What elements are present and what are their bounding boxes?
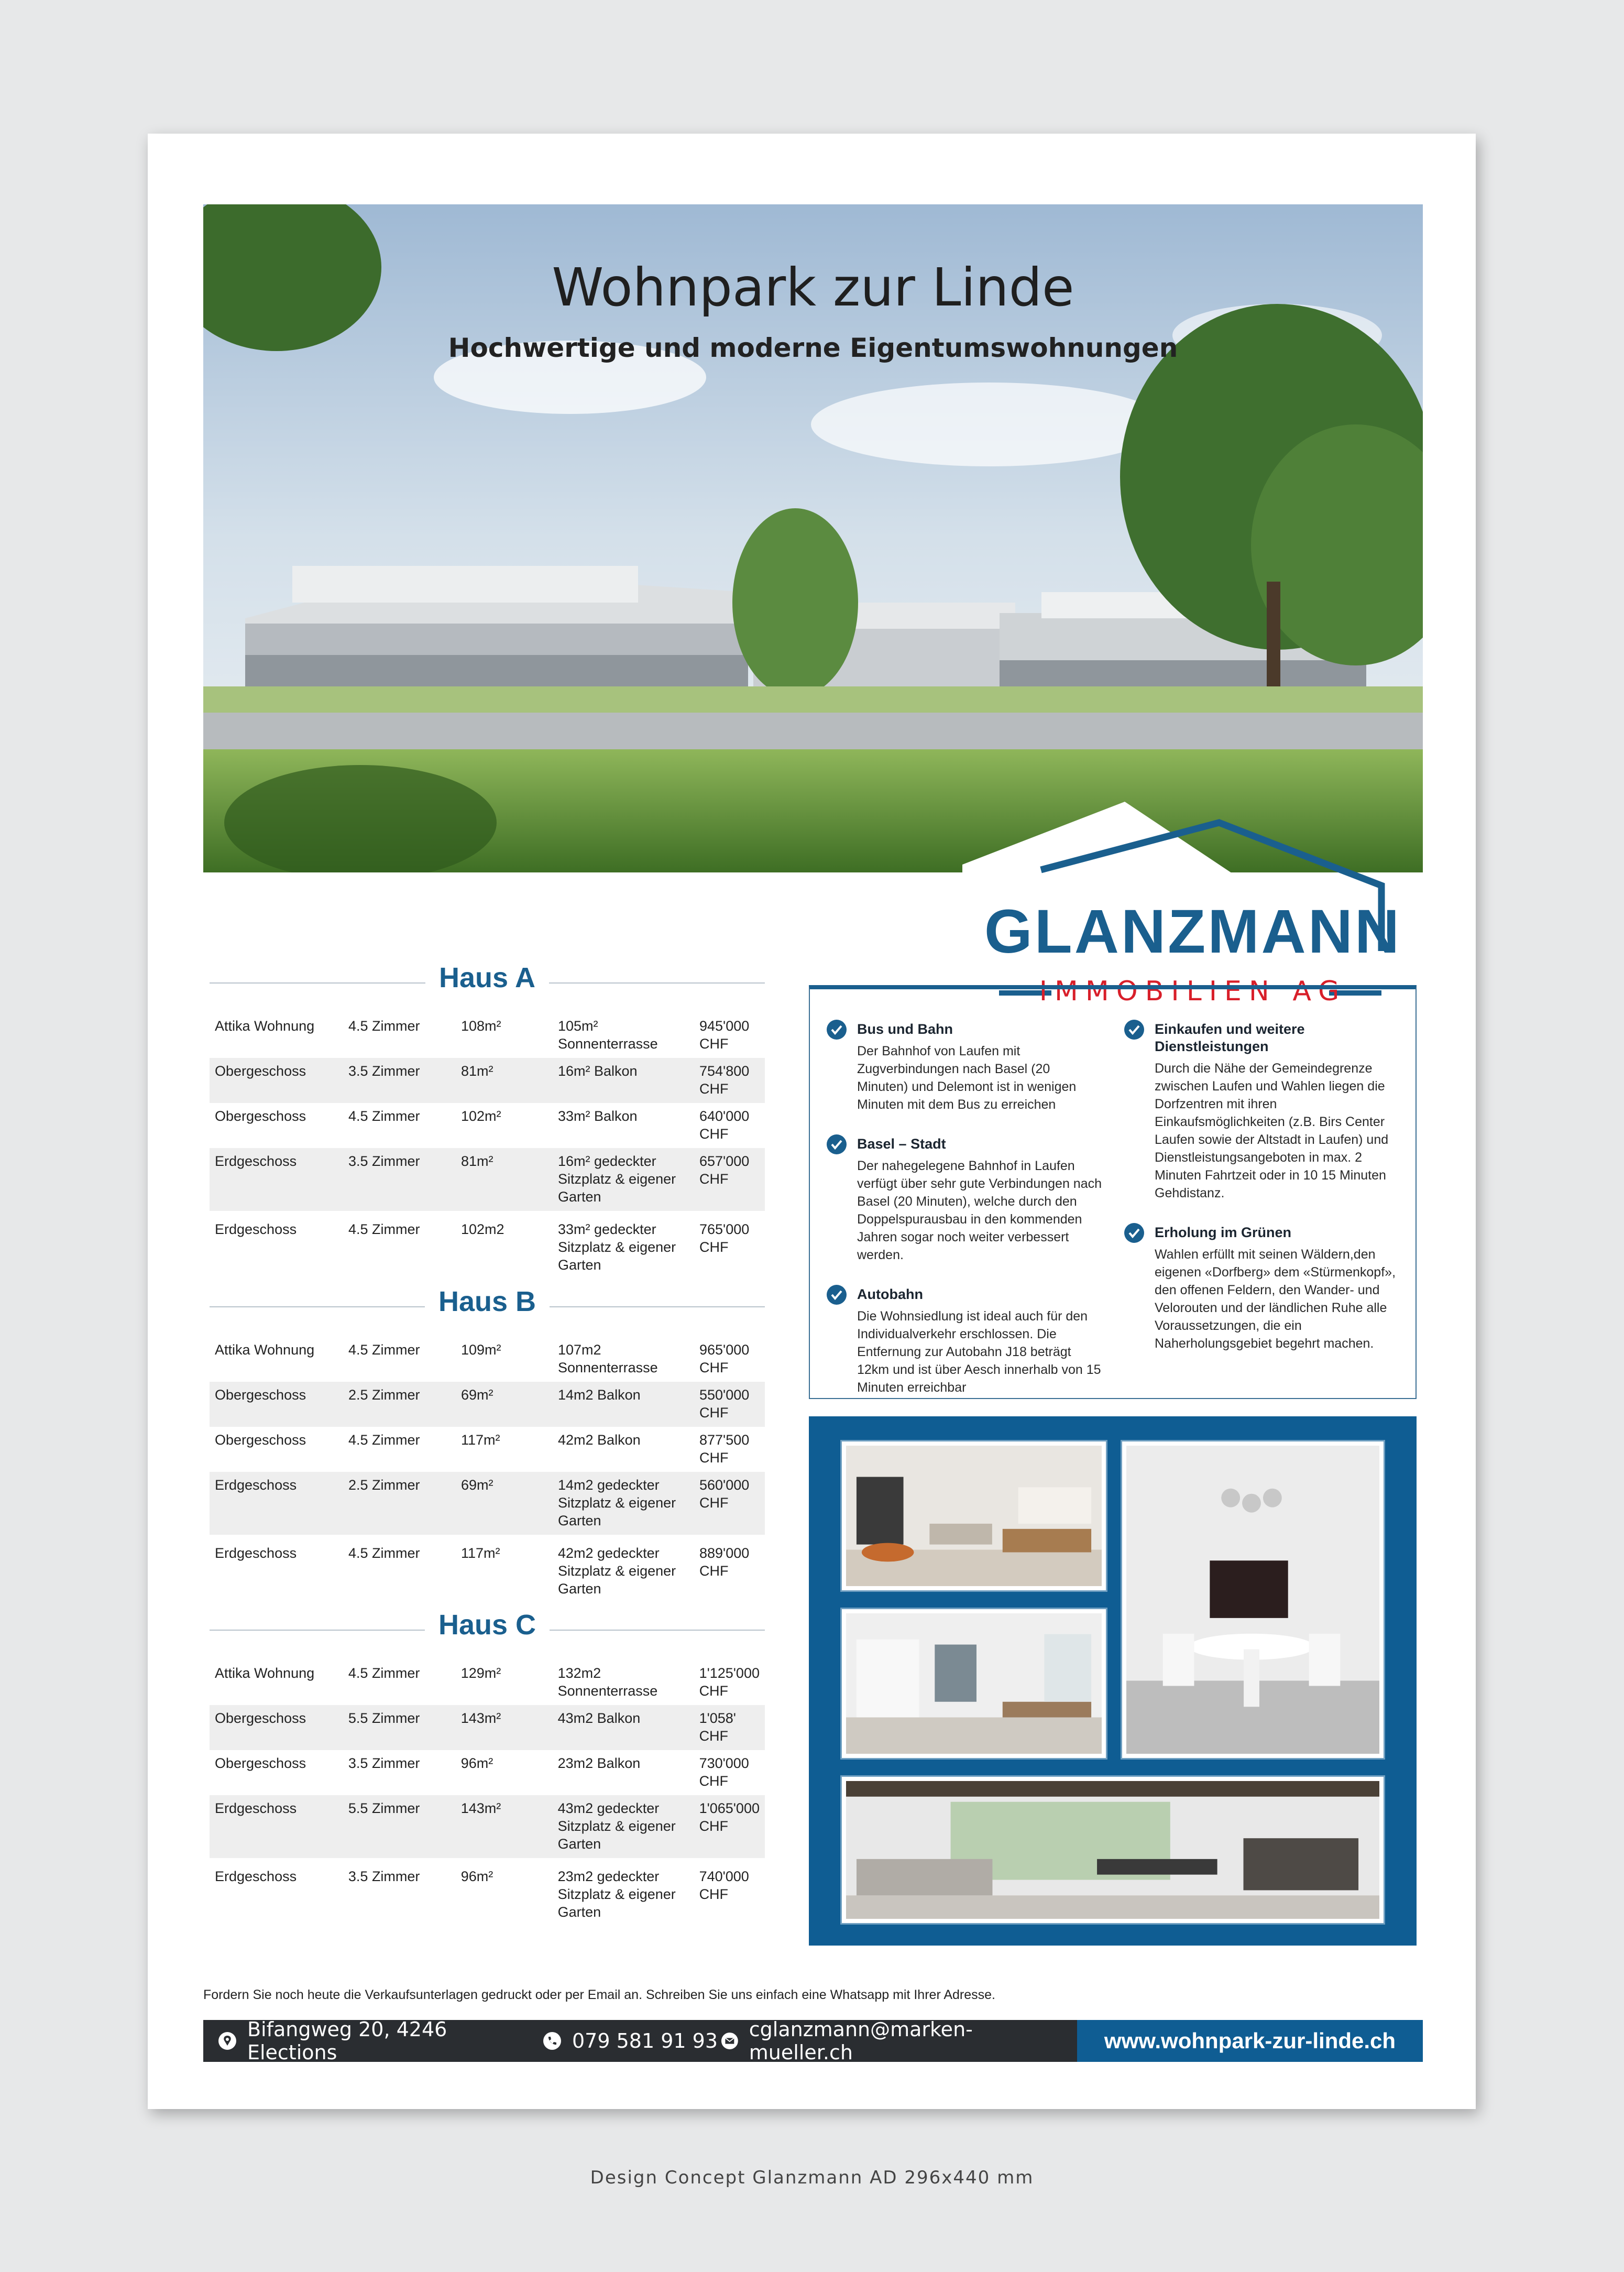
cell-rooms: 5.5 Zimmer bbox=[343, 1795, 456, 1858]
cell-rooms: 3.5 Zimmer bbox=[343, 1058, 456, 1103]
cell-extra: 23m2 Balkon bbox=[557, 1755, 641, 1771]
cell-area: 69m² bbox=[456, 1382, 553, 1427]
cell-extra: 105m² Sonnenterrasse bbox=[558, 1018, 658, 1052]
cell-extra: 43m2 Balkon bbox=[553, 1705, 694, 1750]
haus-title: Haus A bbox=[425, 962, 549, 994]
contact-phone[interactable] bbox=[543, 2020, 721, 2062]
mockup-caption: Design Concept Glanzmann AD 296x440 mm bbox=[590, 2167, 1034, 2188]
cell-price: 1'065'000 CHF bbox=[694, 1795, 765, 1858]
table-row bbox=[210, 1103, 765, 1148]
haus-b-heading bbox=[210, 1285, 765, 1327]
table-row bbox=[210, 1382, 765, 1427]
cell-extra: 14m2 gedeckter Sitzplatz & eigener Garten bbox=[553, 1472, 694, 1535]
cell-area: 143m² bbox=[456, 1705, 553, 1750]
location-pin-icon bbox=[218, 2031, 237, 2050]
contact-address bbox=[218, 2020, 543, 2062]
contact-email[interactable] bbox=[721, 2020, 1056, 2062]
phone-text: 079 581 91 93 bbox=[572, 2029, 718, 2052]
location-info-box bbox=[809, 985, 1417, 1399]
interior-photo-dining bbox=[1121, 1440, 1385, 1760]
cell-price: 765'000 CHF bbox=[699, 1221, 750, 1255]
info-item-bus-bahn bbox=[827, 1021, 1104, 1113]
mail-icon bbox=[721, 2031, 739, 2050]
cell-area: 69m² bbox=[456, 1472, 553, 1535]
cell-extra: 42m2 Balkon bbox=[558, 1432, 641, 1448]
table-row bbox=[210, 1058, 765, 1103]
cell-rooms: 4.5 Zimmer bbox=[348, 1545, 420, 1561]
cell-extra: 33m² gedeckter Sitzplatz & eigener Garten bbox=[558, 1221, 676, 1273]
cell-price: 560'000 CHF bbox=[694, 1472, 765, 1535]
cell-extra: 16m² gedeckter Sitzplatz & eigener Garten bbox=[553, 1148, 694, 1211]
cell-price: 877'500 CHF bbox=[699, 1432, 750, 1466]
cell-area: 96m² bbox=[460, 1869, 493, 1884]
cell-rooms: 2.5 Zimmer bbox=[343, 1382, 456, 1427]
hero-title: Wohnpark zur Linde bbox=[552, 257, 1074, 318]
info-title: Erholung im Grünen bbox=[1155, 1225, 1291, 1240]
cell-type: Obergeschoss bbox=[210, 1058, 343, 1103]
table-row bbox=[210, 1795, 765, 1858]
cell-extra: 132m2 Sonnenterrasse bbox=[557, 1665, 658, 1699]
interior-gallery bbox=[809, 1416, 1417, 1946]
table-row bbox=[210, 1705, 765, 1750]
cell-price: 1'125'000 CHF bbox=[699, 1665, 760, 1699]
hero-subtitle: Hochwertige und moderne Eigentumswohnungen bbox=[448, 333, 1178, 363]
cell-type: Obergeschoss bbox=[215, 1432, 306, 1448]
cell-area: 117m² bbox=[461, 1432, 500, 1448]
info-title: Basel – Stadt bbox=[857, 1136, 946, 1152]
cell-price: 1'058' CHF bbox=[694, 1705, 765, 1750]
address-text: Bifangweg 20, 4246 Elections bbox=[247, 2018, 447, 2064]
cell-price: 754'800 CHF bbox=[694, 1058, 765, 1103]
cell-type: Erdgeschoss bbox=[215, 1869, 297, 1884]
cell-rooms: 2.5 Zimmer bbox=[343, 1472, 456, 1535]
phone-icon bbox=[543, 2031, 562, 2050]
cell-rooms: 4.5 Zimmer bbox=[348, 1665, 420, 1681]
cell-type: Erdgeschoss bbox=[210, 1472, 343, 1535]
info-text: Wahlen erfüllt mit seinen Wäldern,den eigenen «Dorfberg» dem «Stürmenkopf», den offenen Feldern, den Wander- und Velorouten und der ländlichen Ruhe alle Voraussetzungen, die ein Naherholungsgebiet begehrt machen. bbox=[1155, 1247, 1396, 1351]
table-row bbox=[210, 1013, 765, 1058]
cell-rooms: 4.5 Zimmer bbox=[348, 1018, 420, 1034]
info-column-right bbox=[1124, 1021, 1402, 1374]
cell-price: 889'000 CHF bbox=[699, 1545, 750, 1579]
cell-area: 81m² bbox=[456, 1058, 553, 1103]
cell-extra: 23m2 gedeckter Sitzplatz & eigener Garten bbox=[557, 1869, 676, 1920]
info-text: Der Bahnhof von Laufen mit Zugverbindungen nach Basel (20 Minuten) und Delemont ist in wenigen Minuten mit dem Bus zu erreichen bbox=[857, 1044, 1077, 1112]
cell-type: Erdgeschoss bbox=[210, 1148, 343, 1211]
info-item-autobahn bbox=[827, 1286, 1104, 1396]
cell-rooms: 3.5 Zimmer bbox=[343, 1148, 456, 1211]
cell-rooms: 3.5 Zimmer bbox=[348, 1869, 420, 1884]
contact-bar bbox=[203, 2020, 1423, 2062]
cell-rooms: 4.5 Zimmer bbox=[348, 1221, 420, 1237]
haus-title: Haus C bbox=[425, 1609, 550, 1641]
info-text: Die Wohnsiedlung ist ideal auch für den Individualverkehr erschlossen. Die Entfernung zur Autobahn J18 beträgt 12km und ist über Aesch innerhalb von 15 Minuten erreichbar bbox=[857, 1309, 1101, 1395]
cell-area: 129m² bbox=[460, 1665, 501, 1681]
check-circle-icon bbox=[827, 1134, 847, 1154]
cell-type: Obergeschoss bbox=[215, 1755, 306, 1771]
table-row bbox=[210, 1540, 765, 1603]
table-row bbox=[210, 1216, 765, 1279]
haus-c-section bbox=[210, 1609, 765, 1926]
hero-image bbox=[203, 204, 1423, 872]
cell-area: 102m2 bbox=[461, 1221, 504, 1237]
cell-type: Erdgeschoss bbox=[210, 1795, 343, 1858]
cell-type: Attika Wohnung bbox=[215, 1342, 315, 1358]
cell-extra: 14m2 Balkon bbox=[553, 1382, 694, 1427]
website-link[interactable]: www.wohnpark-zur-linde.ch bbox=[1077, 2020, 1423, 2062]
info-item-erholung bbox=[1124, 1224, 1402, 1352]
cell-extra: 107m2 Sonnenterrasse bbox=[558, 1342, 658, 1375]
info-text: Der nahegelegene Bahnhof in Laufen verfügt über sehr gute Verbindungen nach Basel (20 Minuten), welche durch den Doppelspurausbau in den kommenden Jahren sogar noch weiter verbessert werden. bbox=[857, 1159, 1102, 1262]
interior-photo-open-plan bbox=[840, 1775, 1385, 1925]
cell-extra: 33m² Balkon bbox=[558, 1108, 638, 1124]
table-row bbox=[210, 1427, 765, 1472]
cell-rooms: 4.5 Zimmer bbox=[348, 1432, 420, 1448]
cell-extra: 42m2 gedeckter Sitzplatz & eigener Garten bbox=[558, 1545, 676, 1597]
cell-price: 657'000 CHF bbox=[694, 1148, 765, 1211]
table-row bbox=[210, 1660, 765, 1705]
cell-area: 102m² bbox=[461, 1108, 501, 1124]
haus-title: Haus B bbox=[425, 1285, 550, 1318]
info-title: Einkaufen und weitere Dienstleistungen bbox=[1155, 1021, 1305, 1054]
cell-type: Obergeschoss bbox=[215, 1108, 306, 1124]
cell-rooms: 3.5 Zimmer bbox=[348, 1755, 420, 1771]
table-row bbox=[210, 1472, 765, 1535]
info-item-einkaufen bbox=[1124, 1021, 1402, 1202]
price-table-haus-a bbox=[210, 1013, 765, 1279]
cell-area: 96m² bbox=[460, 1755, 493, 1771]
footer-note: Fordern Sie noch heute die Verkaufsunterlagen gedruckt oder per Email an. Schreiben Sie uns einfach eine Whatsapp mit Ihrer Adresse. bbox=[203, 1987, 995, 2002]
info-text: Durch die Nähe der Gemeindegrenze zwischen Laufen und Wahlen liegen die Dorfzentren mit ihren Einkaufsmöglichkeiten (z.B. Birs Center Laufen sowie der Altstadt in Laufen) und Dienstleistungsangeboten in max. 2 Minuten Fahrtzeit oder in 10 15 Minuten Gehdistanz. bbox=[1155, 1061, 1389, 1200]
check-circle-icon bbox=[1124, 1020, 1144, 1040]
cell-price: 730'000 CHF bbox=[699, 1755, 749, 1789]
cell-price: 740'000 CHF bbox=[699, 1869, 749, 1902]
table-row bbox=[210, 1148, 765, 1211]
cell-type: Obergeschoss bbox=[210, 1705, 343, 1750]
table-row bbox=[210, 1863, 765, 1926]
info-item-basel-stadt bbox=[827, 1135, 1104, 1264]
haus-b-section bbox=[210, 1285, 765, 1603]
cell-rooms: 5.5 Zimmer bbox=[343, 1705, 456, 1750]
email-text: cglanzmann@marken-mueller.ch bbox=[749, 2018, 973, 2064]
logo-wordmark: GLANZMANN bbox=[984, 897, 1402, 966]
haus-a-heading bbox=[210, 962, 765, 1003]
logo-subline: IMMOBILIEN AG bbox=[1039, 976, 1347, 1007]
cell-type: Obergeschoss bbox=[210, 1382, 343, 1427]
cell-type: Attika Wohnung bbox=[215, 1665, 315, 1681]
cell-area: 108m² bbox=[461, 1018, 501, 1034]
info-title: Bus und Bahn bbox=[857, 1021, 953, 1037]
haus-a-section bbox=[210, 962, 765, 1279]
info-column-left bbox=[827, 1021, 1104, 1418]
cell-area: 109m² bbox=[461, 1342, 501, 1358]
table-row bbox=[210, 1750, 765, 1795]
cell-type: Erdgeschoss bbox=[215, 1221, 297, 1237]
cell-price: 550'000 CHF bbox=[694, 1382, 765, 1427]
cell-area: 81m² bbox=[456, 1148, 553, 1211]
interior-photo-living bbox=[840, 1440, 1107, 1592]
cell-extra: 16m² Balkon bbox=[553, 1058, 694, 1103]
check-circle-icon bbox=[827, 1020, 847, 1040]
cell-extra: 43m2 gedeckter Sitzplatz & eigener Garten bbox=[553, 1795, 694, 1858]
check-circle-icon bbox=[827, 1285, 847, 1305]
cell-area: 117m² bbox=[461, 1545, 500, 1561]
poster-sheet bbox=[148, 134, 1476, 2109]
info-title: Autobahn bbox=[857, 1286, 923, 1302]
cell-rooms: 4.5 Zimmer bbox=[348, 1108, 420, 1124]
check-circle-icon bbox=[1124, 1223, 1144, 1243]
cell-price: 945'000 CHF bbox=[699, 1018, 750, 1052]
interior-photo-kitchen bbox=[840, 1608, 1107, 1760]
cell-rooms: 4.5 Zimmer bbox=[348, 1342, 420, 1358]
price-table-haus-c bbox=[210, 1660, 765, 1926]
cell-area: 143m² bbox=[456, 1795, 553, 1858]
cell-price: 965'000 CHF bbox=[699, 1342, 750, 1375]
cell-type: Attika Wohnung bbox=[215, 1018, 315, 1034]
haus-c-heading bbox=[210, 1609, 765, 1651]
price-table-haus-b bbox=[210, 1337, 765, 1603]
table-row bbox=[210, 1337, 765, 1382]
cell-type: Erdgeschoss bbox=[215, 1545, 297, 1561]
cell-price: 640'000 CHF bbox=[699, 1108, 750, 1142]
